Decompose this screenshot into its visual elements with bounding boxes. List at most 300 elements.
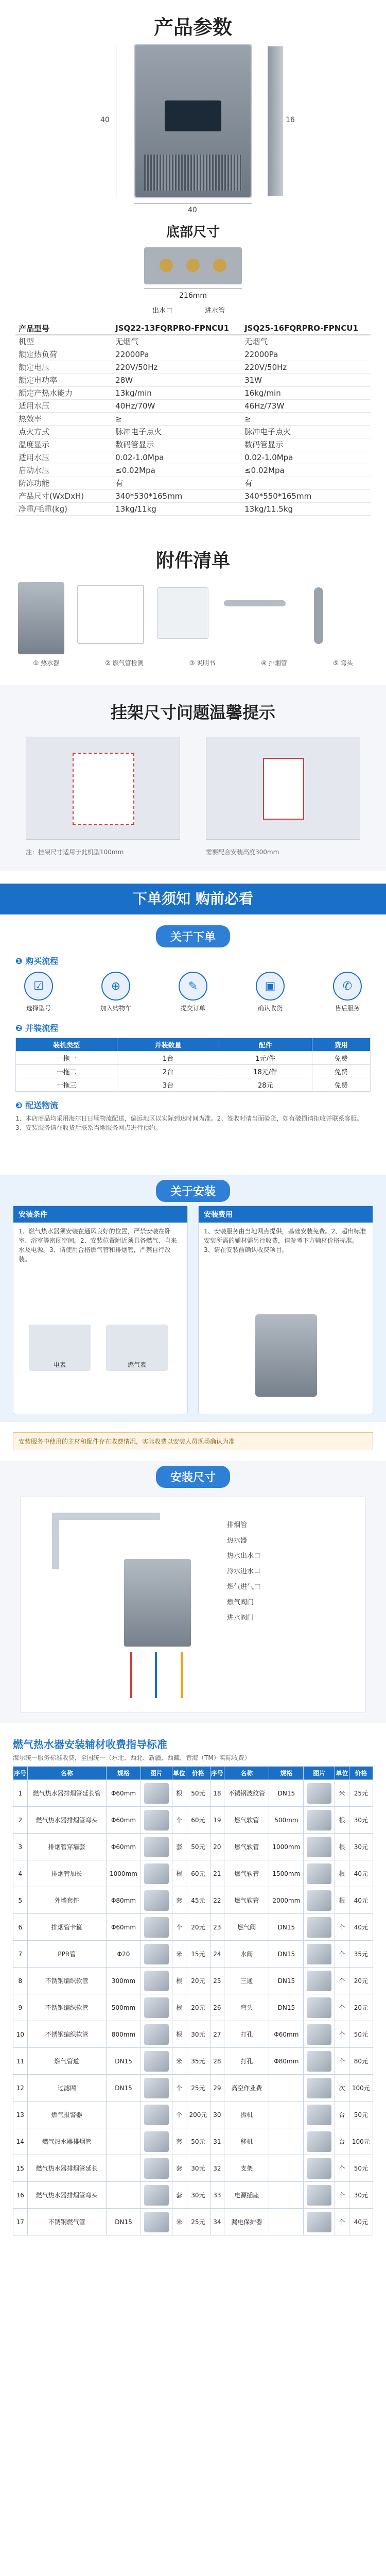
spec-cell: 净重/毛重(kg) bbox=[15, 502, 112, 515]
merge-cell: 免费 bbox=[312, 1078, 370, 1092]
spec-cell: 220V/50Hz bbox=[241, 361, 371, 374]
part-image-cell bbox=[141, 2209, 172, 2235]
price-cell: 燃气阀 bbox=[224, 1914, 269, 1941]
merge-flow-title bbox=[15, 1022, 371, 1033]
price-cell: 20元 bbox=[349, 1968, 373, 1994]
price-cell: 30元 bbox=[349, 1834, 373, 1860]
part-image-cell bbox=[304, 1780, 335, 1807]
price-cell: 台 bbox=[335, 2128, 349, 2155]
heater-vent bbox=[144, 155, 242, 191]
price-cell: 5 bbox=[13, 1887, 28, 1914]
price-cell: 根 bbox=[172, 1994, 186, 2021]
price-cell: 30元 bbox=[349, 2182, 373, 2209]
part-image-cell bbox=[141, 1968, 172, 1994]
price-cell: 排烟管加长 bbox=[27, 1860, 106, 1887]
price-cell: 35元 bbox=[349, 1941, 373, 1968]
part-image-cell bbox=[141, 1914, 172, 1941]
spec-cell: 无烟气 bbox=[112, 335, 241, 348]
meter-caption: 电表 bbox=[53, 1361, 66, 1368]
spec-row bbox=[15, 425, 371, 438]
part-image bbox=[307, 2131, 331, 2152]
price-cell: 个 bbox=[172, 1914, 186, 1941]
spec-row bbox=[15, 348, 371, 361]
price-cell: 23 bbox=[210, 1914, 224, 1941]
price-cell: 20元 bbox=[349, 1994, 373, 2021]
spec-row bbox=[15, 412, 371, 425]
spec-cell: 适用水压 bbox=[15, 451, 112, 464]
price-cell: 40元 bbox=[349, 2209, 373, 2235]
part-image bbox=[307, 2024, 331, 2045]
price-cell: Φ80mm bbox=[106, 1887, 141, 1914]
spec-cell: ≥ bbox=[112, 412, 241, 425]
price-cell bbox=[106, 2102, 141, 2128]
size-label: 热水出水口 bbox=[227, 1552, 261, 1560]
price-cell: 不锈钢编织软管 bbox=[27, 1968, 106, 1994]
price-row bbox=[13, 2021, 373, 2048]
price-cell: 18 bbox=[210, 1780, 224, 1807]
price-header-cell: 图片 bbox=[141, 1767, 172, 1780]
mount-section bbox=[0, 685, 386, 871]
price-cell: 35元 bbox=[186, 2048, 210, 2075]
accessories-title: 附件清单 bbox=[155, 550, 230, 571]
price-cell: 漏电保护器 bbox=[224, 2209, 269, 2235]
spec-table-body bbox=[0, 335, 386, 531]
price-cell: DN15 bbox=[106, 2048, 141, 2075]
price-cell: 10 bbox=[13, 2021, 28, 2048]
part-image bbox=[307, 2105, 331, 2125]
merge-cell: 一拖三 bbox=[16, 1078, 117, 1092]
flue-pipe-image bbox=[52, 1513, 59, 1569]
price-cell: DN15 bbox=[106, 2075, 141, 2102]
spec-cell: 额定电压 bbox=[15, 361, 112, 374]
accessories-section bbox=[0, 546, 386, 675]
price-cell: 9 bbox=[13, 1994, 28, 2021]
price-cell: 1 bbox=[13, 1780, 28, 1807]
price-cell: 个 bbox=[335, 1994, 349, 2021]
price-row bbox=[13, 2075, 373, 2102]
price-cell: Φ60mm bbox=[106, 1834, 141, 1860]
price-table bbox=[13, 1766, 373, 2235]
price-cell bbox=[269, 2209, 304, 2235]
order-banner bbox=[0, 884, 386, 914]
part-image bbox=[307, 1944, 331, 1964]
price-cell: DN15 bbox=[269, 1780, 304, 1807]
merge-table bbox=[15, 1038, 371, 1092]
price-cell: 25元 bbox=[186, 2075, 210, 2102]
part-image bbox=[144, 2131, 169, 2152]
price-cell: Φ60mm bbox=[106, 1914, 141, 1941]
spec-row bbox=[15, 399, 371, 412]
part-image bbox=[307, 1810, 331, 1831]
spec-cell: 46Hz/73W bbox=[241, 399, 371, 412]
price-cell: Φ20 bbox=[106, 1941, 141, 1968]
step-label: 售后服务 bbox=[335, 1005, 360, 1012]
meter-image bbox=[29, 1325, 91, 1371]
price-cell: 25元 bbox=[186, 2209, 210, 2235]
price-cell: 40元 bbox=[349, 1887, 373, 1914]
price-cell: 根 bbox=[335, 1887, 349, 1914]
part-image bbox=[144, 1971, 169, 1991]
part-image-cell bbox=[304, 1807, 335, 1834]
gas-pipe bbox=[181, 1652, 183, 1698]
price-cell: 台 bbox=[335, 2102, 349, 2128]
pipe-connector-icon bbox=[186, 259, 200, 272]
part-image-cell bbox=[304, 1968, 335, 1994]
part-image-cell bbox=[304, 2102, 335, 2128]
price-cell: 3 bbox=[13, 1834, 28, 1860]
merge-cell: 一拖二 bbox=[16, 1065, 117, 1078]
price-cell: 4 bbox=[13, 1860, 28, 1887]
price-cell: 燃气报警器 bbox=[27, 2102, 106, 2128]
part-image bbox=[307, 1997, 331, 2018]
spec-cell: 40Hz/70W bbox=[112, 399, 241, 412]
price-cell: Φ60mm bbox=[269, 2021, 304, 2048]
order-subtitle: 关于下单 bbox=[156, 925, 230, 947]
spec-cell: ≤0.02Mpa bbox=[241, 464, 371, 477]
price-cell: 个 bbox=[335, 1941, 349, 1968]
spec-cell: 额定热负荷 bbox=[15, 348, 112, 361]
price-cell: 32 bbox=[210, 2155, 224, 2182]
price-row bbox=[13, 1780, 373, 1807]
price-cell: 燃气热水器排烟管弯头 bbox=[27, 2182, 106, 2209]
merge-row bbox=[16, 1078, 371, 1092]
part-image-cell bbox=[304, 2182, 335, 2209]
part-image bbox=[144, 2185, 169, 2206]
spec-cell: 温度显示 bbox=[15, 438, 112, 451]
spec-cell: 0.02-1.0Mpa bbox=[112, 451, 241, 464]
price-cell: 60元 bbox=[186, 1807, 210, 1834]
depth-dim-label: 16 bbox=[286, 116, 295, 124]
pipe-connector-icon bbox=[160, 259, 173, 272]
part-image bbox=[144, 2051, 169, 2072]
price-cell: 个 bbox=[335, 2021, 349, 2048]
width-dim-label: 40 bbox=[188, 206, 197, 214]
size-diagram bbox=[21, 1497, 365, 1713]
price-cell bbox=[106, 2128, 141, 2155]
price-row bbox=[13, 1887, 373, 1914]
price-cell: 20元 bbox=[186, 1994, 210, 2021]
part-image bbox=[144, 1944, 169, 1964]
part-image bbox=[144, 1810, 169, 1831]
part-image bbox=[144, 2078, 169, 2098]
spec-cell: 无烟气 bbox=[241, 335, 371, 348]
merge-header-cell: 费用 bbox=[312, 1038, 370, 1052]
price-cell: DN15 bbox=[106, 2209, 141, 2235]
price-cell: 个 bbox=[335, 2155, 349, 2182]
step-label: 确认收货 bbox=[257, 1005, 283, 1012]
part-image-cell bbox=[304, 1860, 335, 1887]
step-label: 提交订单 bbox=[180, 1005, 205, 1012]
price-cell: 19 bbox=[210, 1807, 224, 1834]
part-image bbox=[307, 2158, 331, 2179]
price-cell: 50元 bbox=[186, 1780, 210, 1807]
price-header-cell: 单位 bbox=[172, 1767, 186, 1780]
part-image bbox=[144, 1783, 169, 1804]
spec-cell: 22000Pa bbox=[112, 348, 241, 361]
price-cell: 套 bbox=[172, 2182, 186, 2209]
spec-cell: 340*530*165mm bbox=[112, 489, 241, 502]
price-cell: DN15 bbox=[269, 1941, 304, 1968]
part-image bbox=[307, 1971, 331, 1991]
price-cell: 24 bbox=[210, 1941, 224, 1968]
purchase-step bbox=[324, 972, 371, 1012]
spec-row bbox=[15, 477, 371, 489]
spec-cell: 340*550*165mm bbox=[241, 489, 371, 502]
price-cell: 1000mm bbox=[269, 1834, 304, 1860]
gas-meter-image bbox=[106, 1325, 168, 1371]
install-subtitle: 关于安装 bbox=[156, 1180, 230, 1202]
price-cell: 28 bbox=[210, 2048, 224, 2075]
mount-diagram-right bbox=[206, 737, 360, 840]
part-image bbox=[307, 1783, 331, 1804]
order-section bbox=[0, 922, 386, 1164]
size-label: 燃气阀门 bbox=[227, 1599, 254, 1606]
bottom-dim-label: 216mm bbox=[179, 292, 207, 300]
spec-cell: 28W bbox=[112, 374, 241, 386]
price-cell: 6 bbox=[13, 1914, 28, 1941]
price-cell: 燃气热水器排烟管延长管 bbox=[27, 1780, 106, 1807]
gas-meter-caption: 燃气表 bbox=[127, 1361, 146, 1368]
price-header-cell: 价格 bbox=[349, 1767, 373, 1780]
part-image bbox=[307, 2051, 331, 2072]
cart-icon: ⊕ bbox=[101, 972, 130, 1001]
part-image bbox=[144, 1997, 169, 2018]
price-cell: 燃气热水器排烟管延长 bbox=[27, 2155, 106, 2182]
part-image-cell bbox=[304, 1834, 335, 1860]
spec-row bbox=[15, 438, 371, 451]
spec-cell: 13kg/11.5kg bbox=[241, 502, 371, 515]
installed-heater-image bbox=[255, 1314, 317, 1397]
purchase-step bbox=[247, 972, 293, 1012]
price-cell: 16 bbox=[13, 2182, 28, 2209]
price-cell: 50元 bbox=[349, 2155, 373, 2182]
price-row bbox=[13, 1860, 373, 1887]
price-cell: 1000mm bbox=[106, 1860, 141, 1887]
price-cell: 个 bbox=[335, 1914, 349, 1941]
price-cell bbox=[269, 2182, 304, 2209]
price-header-cell: 规格 bbox=[269, 1767, 304, 1780]
price-cell: 根 bbox=[335, 1860, 349, 1887]
price-row bbox=[13, 1807, 373, 1834]
price-cell: 22 bbox=[210, 1887, 224, 1914]
part-image bbox=[307, 2078, 331, 2098]
price-cell: 33 bbox=[210, 2182, 224, 2209]
price-cell: 个 bbox=[172, 2102, 186, 2128]
price-cell bbox=[106, 2182, 141, 2209]
price-cell: 次 bbox=[335, 2075, 349, 2102]
price-cell: 个 bbox=[172, 2075, 186, 2102]
merge-header-cell: 装机类型 bbox=[16, 1038, 117, 1052]
price-header-cell: 名称 bbox=[224, 1767, 269, 1780]
price-cell: 不锈钢编织软管 bbox=[27, 1994, 106, 2021]
accessory-manual-image bbox=[157, 587, 208, 639]
price-cell: 30元 bbox=[186, 2155, 210, 2182]
price-cell: 排烟管卡箍 bbox=[27, 1914, 106, 1941]
price-cell bbox=[269, 2102, 304, 2128]
step-label: 加入购物车 bbox=[100, 1005, 131, 1012]
price-cell: 燃气软管 bbox=[224, 1887, 269, 1914]
size-section bbox=[0, 1461, 386, 1723]
bottom-title: 底部尺寸 bbox=[166, 225, 220, 240]
price-cell: 水阀 bbox=[224, 1941, 269, 1968]
price-cell: 17 bbox=[13, 2209, 28, 2235]
price-cell: 弯头 bbox=[224, 1994, 269, 2021]
price-section bbox=[0, 1731, 386, 2308]
price-cell: 50元 bbox=[349, 2021, 373, 2048]
part-image-cell bbox=[304, 2048, 335, 2075]
part-image bbox=[144, 1890, 169, 1911]
spec-cell: ≥ bbox=[241, 412, 371, 425]
part-image-cell bbox=[141, 2075, 172, 2102]
size-label-list bbox=[227, 1518, 260, 1626]
price-cell bbox=[269, 2075, 304, 2102]
price-cell: 31 bbox=[210, 2128, 224, 2155]
price-row bbox=[13, 2048, 373, 2075]
merge-header-cell: 并装数量 bbox=[117, 1038, 219, 1052]
mount-frame bbox=[73, 753, 134, 825]
price-cell: 个 bbox=[335, 2048, 349, 2075]
price-cell: 外墙套件 bbox=[27, 1887, 106, 1914]
part-image-cell bbox=[304, 1887, 335, 1914]
part-image bbox=[144, 2212, 169, 2232]
part-image-cell bbox=[141, 2048, 172, 2075]
merge-row bbox=[16, 1052, 371, 1065]
price-cell: 支架 bbox=[224, 2155, 269, 2182]
price-cell: 20元 bbox=[186, 1968, 210, 1994]
price-cell: 100元 bbox=[349, 2128, 373, 2155]
mount-frame bbox=[263, 758, 304, 820]
heater-front-image bbox=[134, 44, 252, 198]
price-cell: 200元 bbox=[186, 2102, 210, 2128]
price-cell: 27 bbox=[210, 2021, 224, 2048]
merge-cell: 1元/件 bbox=[219, 1052, 312, 1065]
price-cell: 2 bbox=[13, 1807, 28, 1834]
price-cell: 8 bbox=[13, 1968, 28, 1994]
price-cell bbox=[106, 2155, 141, 2182]
heater-display bbox=[165, 100, 221, 131]
part-image bbox=[307, 2212, 331, 2232]
part-image bbox=[144, 1863, 169, 1884]
part-image-cell bbox=[141, 1941, 172, 1968]
price-row bbox=[13, 1914, 373, 1941]
price-cell: 2000mm bbox=[269, 1887, 304, 1914]
step-number-icon: ❶ bbox=[15, 956, 26, 966]
merge-cell: 3台 bbox=[117, 1078, 219, 1092]
merge-cell: 1台 bbox=[117, 1052, 219, 1065]
price-title: 燃气热水器安装辅材收费指导标准 bbox=[13, 1738, 167, 1751]
spec-header-cell: JSQ22-13FQRPRO-FPNCU1 bbox=[112, 322, 241, 335]
accessory-pipe-image bbox=[224, 600, 286, 606]
price-cell: PPR管 bbox=[27, 1941, 106, 1968]
price-cell: 燃气热水器排烟管 bbox=[27, 2128, 106, 2155]
price-cell: 20 bbox=[210, 1834, 224, 1860]
price-cell: 打孔 bbox=[224, 2048, 269, 2075]
price-cell bbox=[269, 2128, 304, 2155]
price-cell: 燃气热水器排烟管弯头 bbox=[27, 1807, 106, 1834]
part-image-cell bbox=[304, 2209, 335, 2235]
price-cell: 15元 bbox=[186, 1941, 210, 1968]
price-header-cell: 序号 bbox=[13, 1767, 28, 1780]
spec-cell: 额定产热水能力 bbox=[15, 386, 112, 399]
price-cell: 26 bbox=[210, 1994, 224, 2021]
outlet-label: 出水口 bbox=[152, 307, 173, 315]
price-cell: DN15 bbox=[269, 1914, 304, 1941]
price-cell: 13 bbox=[13, 2102, 28, 2128]
price-cell: 根 bbox=[335, 1807, 349, 1834]
part-image-cell bbox=[141, 1834, 172, 1860]
price-cell: 30元 bbox=[186, 2021, 210, 2048]
accessory-label: ③ 说明书 bbox=[189, 659, 216, 667]
price-cell: 高空作业费 bbox=[224, 2075, 269, 2102]
price-subtitle: 海尔统一服务标准收费，全国统一（东北、西北、新疆、西藏、青海（TM）实际收费） bbox=[13, 1754, 251, 1761]
price-cell: 排烟管穿墙套 bbox=[27, 1834, 106, 1860]
delivery-label: 配送物流 bbox=[25, 1100, 59, 1110]
accessory-labels bbox=[10, 658, 376, 667]
price-cell: 米 bbox=[172, 1941, 186, 1968]
part-image-cell bbox=[304, 2021, 335, 2048]
price-row bbox=[13, 1994, 373, 2021]
price-cell: 12 bbox=[13, 2075, 28, 2102]
price-cell: 个 bbox=[335, 1968, 349, 1994]
price-row bbox=[13, 2102, 373, 2128]
price-cell: 根 bbox=[172, 1860, 186, 1887]
accessory-label: ④ 排烟管 bbox=[261, 659, 287, 667]
price-cell: 30元 bbox=[349, 1807, 373, 1834]
spec-cell: 脉冲电子点火 bbox=[241, 425, 371, 438]
merge-cell: 免费 bbox=[312, 1065, 370, 1078]
price-header-cell: 序号 bbox=[210, 1767, 224, 1780]
price-cell: 个 bbox=[335, 2182, 349, 2209]
size-label: 燃气进气口 bbox=[227, 1583, 261, 1591]
spec-row bbox=[15, 451, 371, 464]
merge-cell: 一拖一 bbox=[16, 1052, 117, 1065]
inlet-label: 进水管 bbox=[205, 307, 225, 315]
part-image-cell bbox=[304, 1994, 335, 2021]
price-cell: 34 bbox=[210, 2209, 224, 2235]
price-cell: 套 bbox=[172, 1887, 186, 1914]
spec-cell: 数码管显示 bbox=[112, 438, 241, 451]
purchase-flow-title bbox=[15, 955, 371, 967]
spec-cell: 13kg/min bbox=[112, 386, 241, 399]
spec-table bbox=[15, 322, 371, 335]
part-image-cell bbox=[141, 2021, 172, 2048]
price-cell: 20元 bbox=[186, 1914, 210, 1941]
spec-cell: 有 bbox=[112, 477, 241, 489]
accessory-template-image bbox=[77, 585, 144, 644]
price-cell: 500mm bbox=[269, 1807, 304, 1834]
purchase-flow-label: 购买流程 bbox=[25, 956, 59, 966]
price-cell: 21 bbox=[210, 1860, 224, 1887]
service-icon: ✆ bbox=[333, 972, 362, 1001]
hot-water-pipe bbox=[130, 1652, 132, 1698]
spec-row bbox=[15, 374, 371, 386]
spec-row bbox=[15, 335, 371, 348]
price-header-cell: 规格 bbox=[106, 1767, 141, 1780]
price-cell: 不锈钢波纹管 bbox=[224, 1780, 269, 1807]
mount-note-left: 注：挂架尺寸适用于此机型100mm bbox=[26, 849, 124, 856]
part-image-cell bbox=[304, 2155, 335, 2182]
size-label: 进水阀门 bbox=[227, 1614, 254, 1622]
part-image-cell bbox=[304, 1941, 335, 1968]
spec-rows bbox=[15, 335, 371, 516]
spec-title: 产品参数 bbox=[153, 16, 232, 39]
height-dim-label: 40 bbox=[100, 116, 110, 124]
price-cell: 米 bbox=[172, 2048, 186, 2075]
spec-row bbox=[15, 386, 371, 399]
price-cell: 米 bbox=[335, 1780, 349, 1807]
part-image-cell bbox=[141, 1807, 172, 1834]
part-image-cell bbox=[141, 1994, 172, 2021]
